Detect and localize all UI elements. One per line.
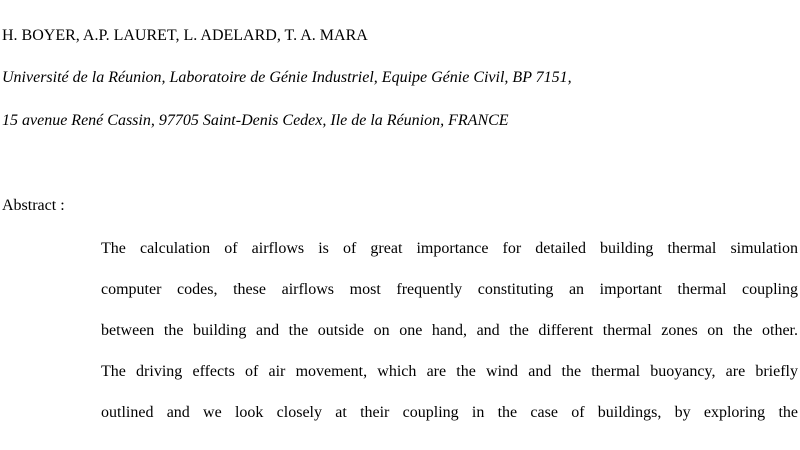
abstract-line: The calculation of airflows is of great importance for detailed building thermal simulation — [101, 240, 798, 257]
abstract-line: The driving effects of air movement, which are the wind and the thermal buoyancy, are briefly — [101, 363, 798, 380]
abstract-label: Abstract : — [2, 197, 65, 214]
abstract-body — [101, 239, 798, 423]
affiliation-line-2: 15 avenue René Cassin, 97705 Saint-Denis Cedex, Ile de la Réunion, FRANCE — [2, 112, 509, 129]
affiliation-line-1: Université de la Réunion, Laboratoire de Génie Industriel, Equipe Génie Civil, BP 7151, — [2, 69, 572, 86]
abstract-line: computer codes, these airflows most frequently constituting an important thermal coupling — [101, 281, 798, 298]
abstract-line: between the building and the outside on one hand, and the different thermal zones on the other. — [101, 322, 798, 339]
abstract-line: outlined and we look closely at their coupling in the case of buildings, by exploring the — [101, 404, 798, 421]
authors: H. BOYER, A.P. LAURET, L. ADELARD, T. A. MARA — [2, 27, 368, 44]
